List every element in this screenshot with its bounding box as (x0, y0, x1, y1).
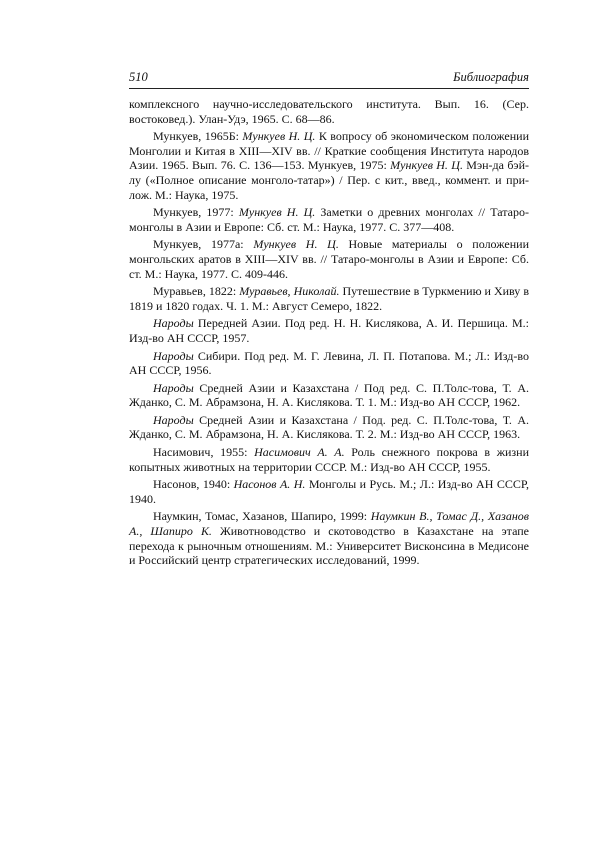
bibliography-entry: Народы Средней Азии и Казахстана / Под ред. С. П.Толс-това, Т. А. Жданко, С. М. Абрамзона, Н. А. Кислякова. Т. 1. М.: Изд-во АН СССР, 1962. (129, 380, 529, 410)
bibliography-list (129, 97, 529, 571)
bibliography-entry: Народы Сибири. Под ред. М. Г. Левина, Л. П. Потапова. М.; Л.: Изд-во АН СССР, 1956. (129, 348, 529, 378)
bibliography-entry: Муравьев, 1822: Муравьев, Николай. Путешествие в Туркмению и Хиву в 1819 и 1820 годах. Ч. 1. М.: Август Семеро, 1822. (129, 284, 529, 313)
bibliography-entry: Мункуев, 1977а: Мункуев Н. Ц. Новые материалы о положении монгольских аратов в XIII—XIV вв. // Татаро-монголы в Азии и Европе: Сб. ст. М.: Наука, 1977. С. 409-446. (129, 237, 529, 281)
page-number: 510 (129, 70, 148, 84)
running-header (129, 70, 529, 89)
section-title: Библиография (453, 70, 529, 84)
bibliography-entry: Народы Передней Азии. Под ред. Н. Н. Кислякова, А. И. Першица. М.: Изд-во АН СССР, 1957. (129, 316, 529, 345)
bibliography-entry: Народы Средней Азии и Казахстана / Под. ред. С. П.Толс-това, Т. А. Жданко, С. М. Абрамзона, Н. А. Кислякова. Т. 2. М.: Изд-во АН СССР, 1963. (129, 412, 529, 442)
bibliography-entry: Мункуев, 1965Б: Мункуев Н. Ц. К вопросу об экономическом положении Монголии и Китая в XIII—XIV вв. // Краткие сообщения Института народов Азии. 1965. Вып. 76. С. 136—153. Мункуев, 1975: Мункуев Н. Ц. Мэн-да бэй-лу («Полное описание монголо-татар») / Пер. с кит., введ., коммент. и при-лож. М.: Наука, 1975. (129, 129, 529, 202)
bibliography-entry: Насонов, 1940: Насонов А. Н. Монголы и Русь. М.; Л.: Изд-во АН СССР, 1940. (129, 477, 530, 506)
bibliography-entry: Наумкин, Томас, Хазанов, Шапиро, 1999: Наумкин В., Томас Д., Хазанов А., Шапиро К. Животноводство и скотоводство в Казахстане на этапе перехода к рыночным отношениям. М.: Университет Висконсина в Медисоне и Российский центр стратегических исследований, 1999. (129, 509, 529, 568)
bibliography-entry: Насимович, 1955: Насимович А. А. Роль снежного покрова в жизни копытных животных на территории СССР. М.: Изд-во АН СССР, 1955. (129, 445, 530, 474)
bibliography-entry: комплексного научно-исследовательского института. Вып. 16. (Сер. востоковед.). Улан-Удэ, 1965. С. 68—86. (129, 97, 529, 126)
bibliography-entry: Мункуев, 1977: Мункуев Н. Ц. Заметки о древних монголах // Татаро-монголы в Азии и Европе: Сб. ст. М.: Наука, 1977. С. 377—408. (129, 205, 529, 234)
